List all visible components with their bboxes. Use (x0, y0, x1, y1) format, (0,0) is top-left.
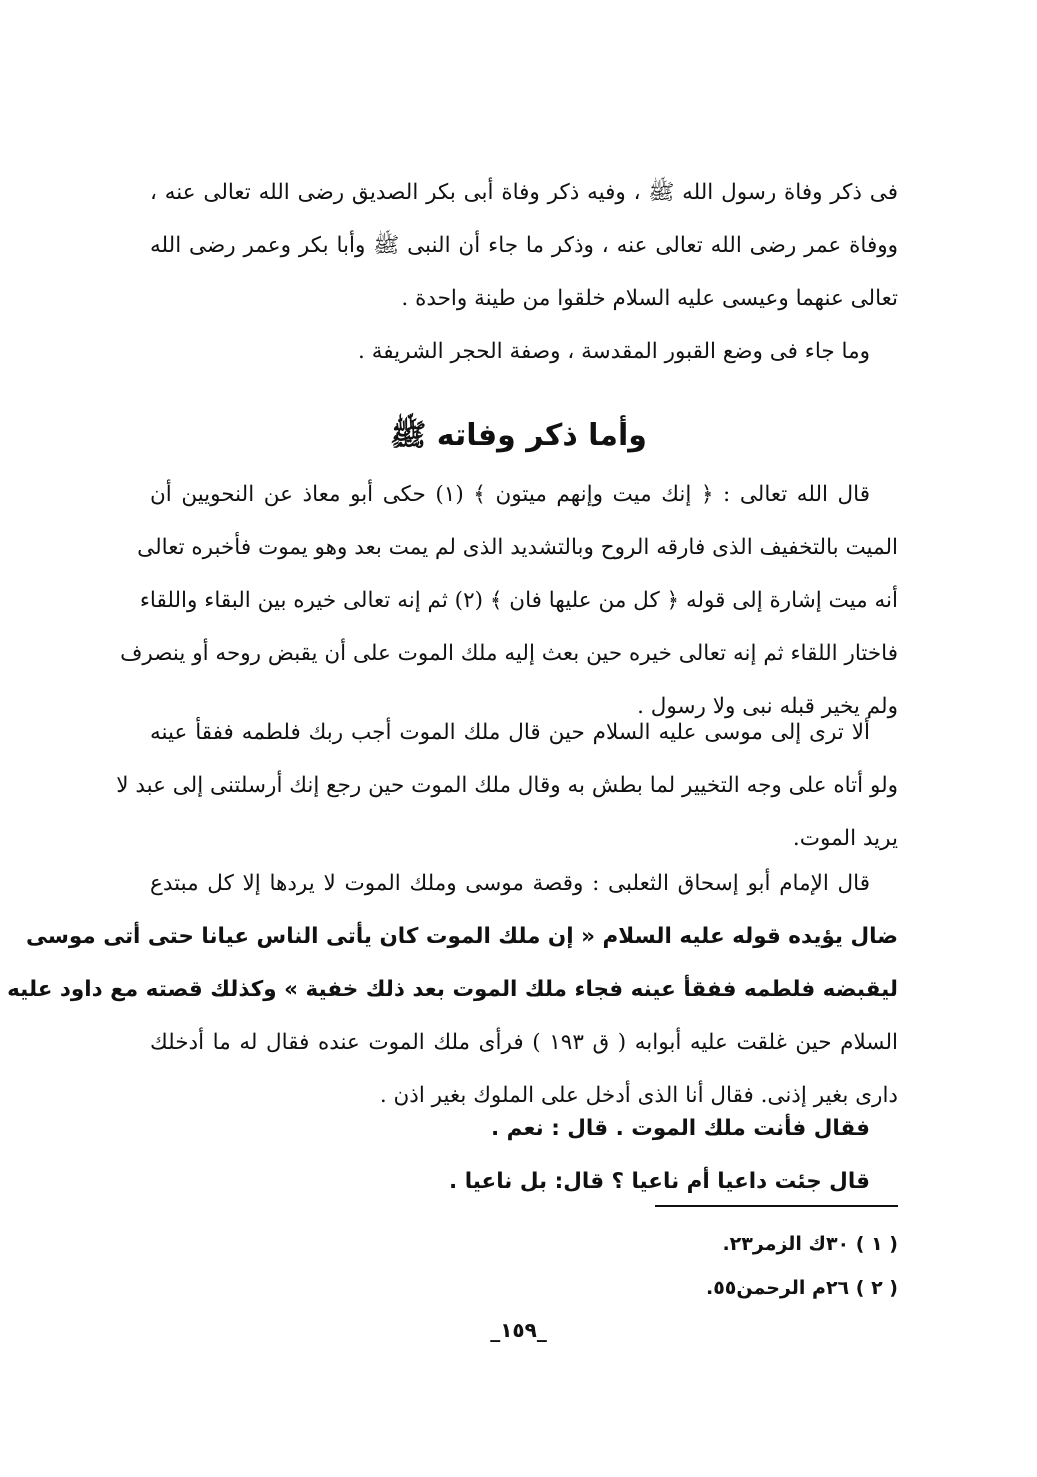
paragraph-line: ليقبضه فلطمه ففقأ عينه فجاء ملك الموت بعد ذلك خفية » وكذلك قصته مع داود عليه (7, 977, 898, 1002)
dialogue-line: فقال فأنت ملك الموت . قال : نعم . (490, 1116, 870, 1141)
page-number: _١٥٩_ (490, 1318, 547, 1342)
paragraph-line: السلام حين غلقت عليه أبوابه ( ق ١٩٣ ) فرأى ملك الموت عنده فقال له ما أدخلك (150, 1030, 898, 1055)
paragraph-line: ألا ترى إلى موسى عليه السلام حين قال ملك الموت أجب ربك فلطمه ففقأ عينه (150, 720, 870, 745)
paragraph-3 (7, 857, 898, 1122)
dialogue-block (150, 1102, 898, 1208)
paragraph-line: قال الله تعالى : ﴿ إنك ميت وإنهم ميتون ﴾ (١) حكى أبو معاذ عن النحويين أن (150, 482, 870, 507)
paragraph-line: ولو أتاه على وجه التخيير لما بطش به وقال ملك الموت حين رجع إنك أرسلتنى إلى عبد لا (116, 773, 898, 798)
section-heading: وأما ذكر وفاته ﷺ (390, 418, 647, 453)
paragraph-line: ضال يؤيده قوله عليه السلام « إن ملك الموت كان يأتى الناس عيانا حتى أتى موسى (26, 924, 898, 949)
paragraph-line: يريد الموت. (792, 826, 898, 851)
intro-line: تعالى عنهما وعيسى عليه السلام خلقوا من طينة واحدة . (401, 286, 898, 311)
paragraph-line: دارى بغير إذنى. فقال أنا الذى أدخل على الملوك بغير اذن . (379, 1083, 898, 1108)
intro-block (150, 166, 898, 378)
dialogue-line: قال جئت داعيا أم ناعيا ؟ قال: بل ناعيا . (449, 1169, 870, 1194)
footnote: ( ٢ ) ٢٦م الرحمن٥٥. (705, 1277, 898, 1299)
paragraph-line: الميت بالتخفيف الذى فارقه الروح وبالتشديد الذى لم يمت بعد وهو يموت فأخبره تعالى (137, 535, 898, 560)
paragraph-line: أنه ميت إشارة إلى قوله ﴿ كل من عليها فان ﴾ (٢) ثم إنه تعالى خيره بين البقاء واللقاء (139, 588, 898, 613)
paragraph-1 (120, 468, 898, 733)
paragraph-2 (116, 706, 898, 865)
paragraph-line: فاختار اللقاء ثم إنه تعالى خيره حين بعث إليه ملك الموت على أن يقبض روحه أو ينصرف (120, 641, 898, 666)
intro-line: ووفاة عمر رضى الله تعالى عنه ، وذكر ما جاء أن النبى ﷺ وأبا بكر وعمر رضى الله (150, 233, 898, 258)
footnotes (600, 1222, 898, 1310)
footnote: ( ١ ) ٣٠ك الزمر٢٣. (722, 1233, 898, 1255)
intro-line: فى ذكر وفاة رسول الله ﷺ ، وفيه ذكر وفاة أبى بكر الصديق رضى الله تعالى عنه ، (150, 180, 898, 205)
intro-line: وما جاء فى وضع القبور المقدسة ، وصفة الحجر الشريفة . (358, 339, 870, 364)
paragraph-line: ولم يخير قبله نبى ولا رسول . (637, 694, 898, 719)
paragraph-line: قال الإمام أبو إسحاق الثعلبى : وقصة موسى وملك الموت لا يردها إلا كل مبتدع (150, 871, 870, 896)
footnote-divider (655, 1205, 898, 1207)
